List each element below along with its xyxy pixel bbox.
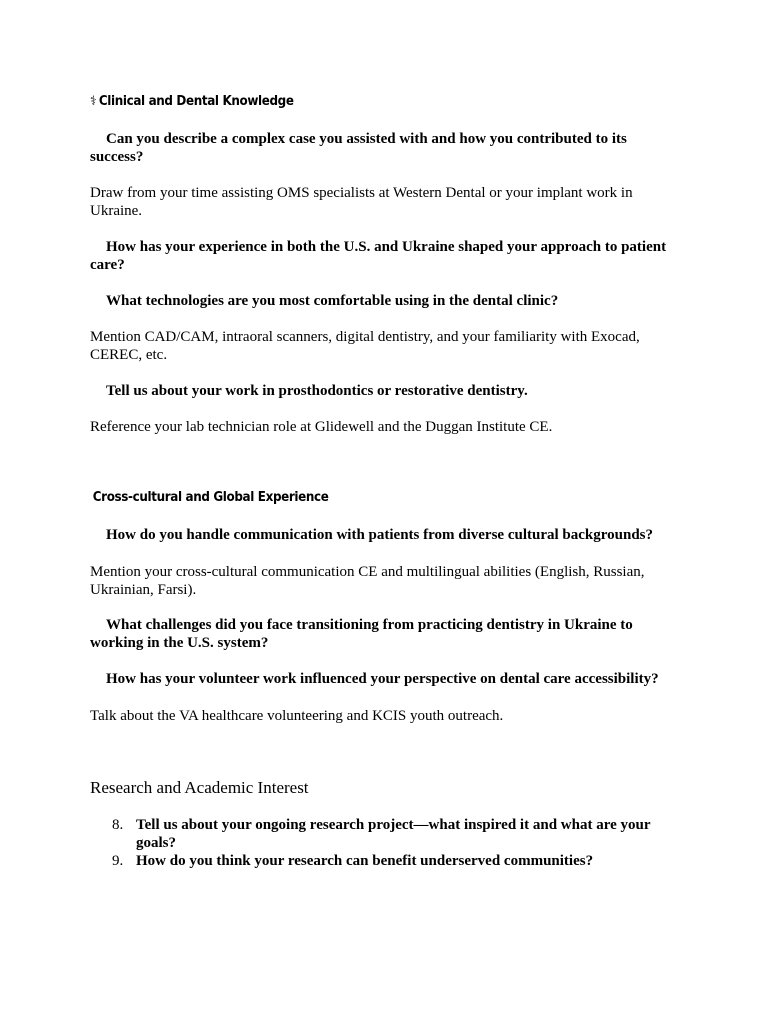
question-communication: How do you handle communication with patients from diverse cultural backgrounds? [106,527,653,543]
question-technologies: What technologies are you most comfortable using in the dental clinic? [106,293,559,309]
answer-communication: Mention your cross-cultural communication CE and multilingual abilities (English, Russian, Ukrainian, Farsi). [90,564,645,598]
question-prosthodontics: Tell us about your work in prosthodontics or restorative dentistry. [106,383,528,399]
list-item [90,852,680,870]
caduceus-icon: ⚕ [90,94,97,109]
question-transition-challenges: What challenges did you face transitioning from practicing dentistry in Ukraine to working in the U.S. system? [90,617,633,651]
answer-complex-case: Draw from your time assisting OMS specialists at Western Dental or your implant work in Ukraine. [90,185,633,219]
list-number: 9. [112,853,124,869]
list-number: 8. [112,817,124,833]
answer-volunteer-work: Talk about the VA healthcare volunteering and KCIS youth outreach. [90,708,504,724]
question-us-ukraine-approach: How has your experience in both the U.S. and Ukraine shaped your approach to patient care? [90,239,667,273]
answer-technologies: Mention CAD/CAM, intraoral scanners, digital dentistry, and your familiarity with Exocad, CEREC, etc. [90,329,640,363]
section-heading-research: Research and Academic Interest [90,778,309,797]
section-title: Cross-cultural and Global Experience [92,490,329,505]
list-item [90,816,680,852]
list-item-text: Tell us about your ongoing research project—what inspired it and what are your goals? [136,817,651,851]
list-item-text: How do you think your research can benefit underserved communities? [136,853,594,869]
question-volunteer-work: How has your volunteer work influenced your perspective on dental care accessibility? [106,671,659,687]
question-complex-case: Can you describe a complex case you assisted with and how you contributed to its success? [90,131,627,165]
section-heading-cross-cultural [90,489,633,507]
research-question-list [90,816,680,870]
answer-prosthodontics: Reference your lab technician role at Glidewell and the Duggan Institute CE. [90,419,553,435]
section-title: Clinical and Dental Knowledge [98,94,294,109]
section-heading-clinical [90,93,633,111]
